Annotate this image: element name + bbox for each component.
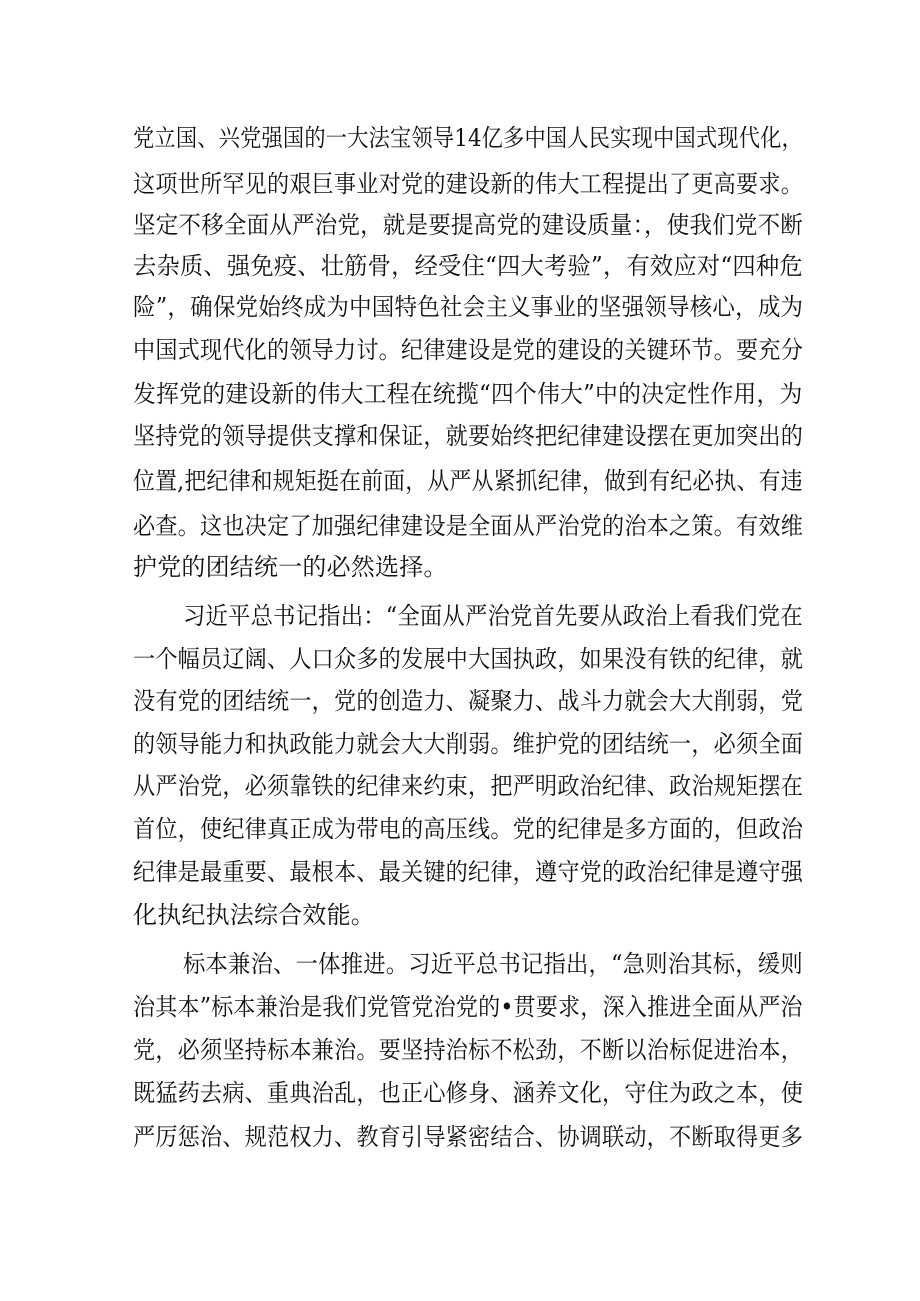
- paragraph-2-line-8: 化执纪执法综合效能。: [133, 901, 375, 929]
- paragraph-1-line-1: 党立国、兴党强国的一大法宝领导14亿多中国人民实现中国式现代化，: [133, 124, 803, 152]
- paragraph-1-line-6: 中国式现代化的领导力讨。纪律建设是党的建设的关键环节。要充分: [133, 336, 804, 364]
- paragraph-2-line-7: 纪律是最重要、最根本、最关键的纪律，遵守党的政治纪律是遵守强: [133, 858, 804, 886]
- paragraph-2-line-2: 一个幅员辽阔、人口众多的发展中大国执政，如果没有铁的纪律，就: [133, 645, 804, 673]
- paragraph-3-line-1: 标本兼治、一体推进。习近平总书记指出，“急则治其标，缓则: [183, 950, 803, 978]
- paragraph-1-line-10: 必查。这也决定了加强纪律建设是全面从严治党的治本之策。有效维: [133, 512, 804, 540]
- paragraph-3-line-3: 党，必须坚持标本兼治。要坚持治标不松劲，不断以治标促进治本，: [133, 1036, 804, 1064]
- paragraph-1-line-11: 护党的团结统一的必然选择。: [133, 553, 448, 581]
- paragraph-1-line-8: 坚持党的领导提供支撑和保证，就要始终把纪律建设摆在更加突出的: [133, 422, 804, 450]
- paragraph-2-line-1: 习近平总书记指出：“全面从严治党首先要从政治上看我们党在: [183, 602, 803, 630]
- paragraph-3-line-4: 既猛药去病、重典治乱，也正心修身、涵养文化，守住为政之本，使: [133, 1079, 804, 1107]
- paragraph-2-line-6: 首位，使纪律真正成为带电的高压线。党的纪律是多方面的，但政治: [133, 815, 804, 843]
- paragraph-1-line-3: 坚定不移全面从严治党，就是要提高党的建设质量：，使我们党不断: [133, 211, 804, 239]
- paragraph-1-line-4: 去杂质、强免疫、壮筋骨，经受住“四大考验”，有效应对“四种危: [133, 252, 803, 280]
- paragraph-1-line-7: 发挥党的建设新的伟大工程在统揽“四个伟大”中的决定性作用，为: [133, 380, 803, 408]
- paragraph-3-line-2: 治其本”标本兼治是我们党管党治党的•贯要求，深入推进全面从严治: [133, 993, 803, 1021]
- paragraph-2-line-3: 没有党的团结统一，党的创造力、凝聚力、战斗力就会大大削弱，党: [133, 687, 804, 715]
- paragraph-1-line-5: 险”，确保党始终成为中国特色社会主义事业的坚强领导核心，成为: [133, 293, 804, 321]
- paragraph-3-line-5: 严厉惩治、规范权力、教育引导紧密结合、协调联动，不断取得更多: [133, 1123, 804, 1151]
- paragraph-2-line-5: 从严治党，必须靠铁的纪律来约束，把严明政治纪律、政治规矩摆在: [133, 772, 804, 800]
- paragraph-1-line-2: 这项世所罕见的艰巨事业对党的建设新的伟大工程提出了更高要求。: [133, 170, 804, 198]
- paragraph-1-line-9: 位置,把纪律和规矩挺在前面，从严从紧抓纪律，做到有纪必执、有违: [133, 467, 803, 495]
- paragraph-2-line-4: 的领导能力和执政能力就会大大削弱。维护党的团结统一，必须全面: [133, 730, 804, 758]
